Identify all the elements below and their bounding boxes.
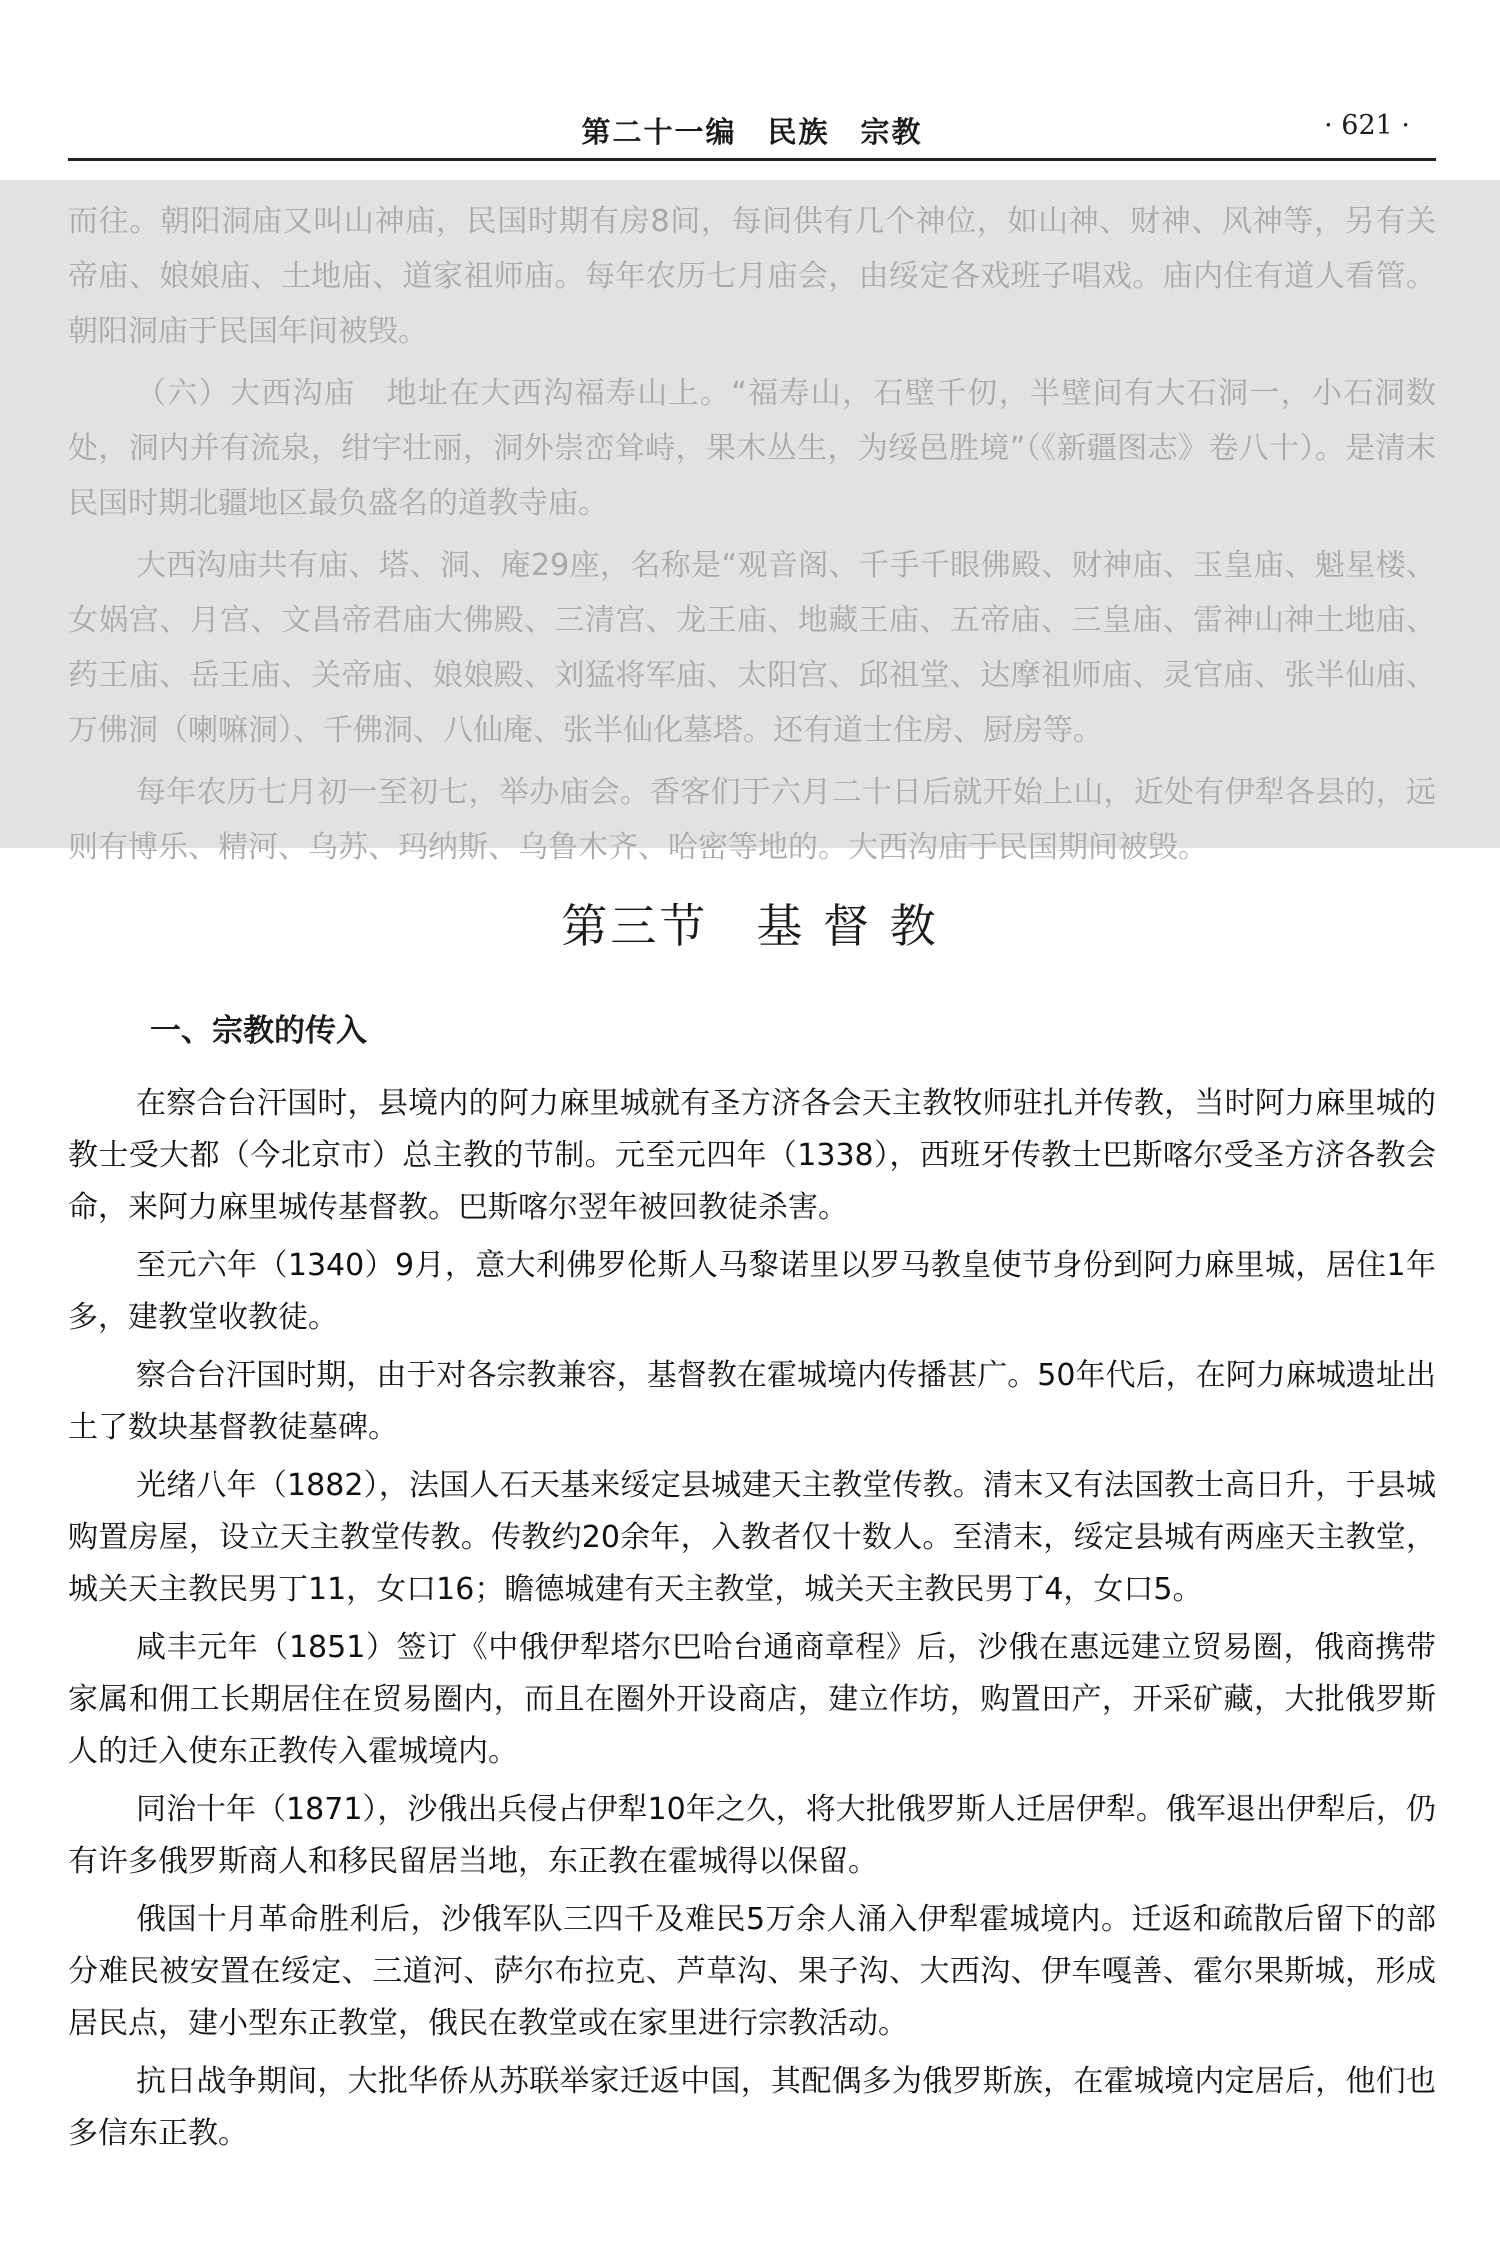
body-paragraph: 察合台汗国时期，由于对各宗教兼容，基督教在霍城境内传播甚广。50年代后，在阿力麻城遗址出土了数块基督教徒墓碑。 — [68, 1358, 1436, 1445]
page-header — [68, 108, 1436, 161]
body-paragraph: 光绪八年（1882），法国人石天基来绥定县城建天主教堂传教。清末又有法国教士高日升，于县城购置房屋，设立天主教堂传教。传教约20余年，入教者仅十数人。至清末，绥定县城有两座天主教堂，城关天主教民男丁11，女口16；瞻德城建有天主教堂，城关天主教民男丁4，女口5。 — [68, 1468, 1436, 1607]
section-title — [0, 890, 1500, 956]
section-number: 第三节 — [561, 899, 709, 953]
subheading: 一、宗教的传入 — [150, 1013, 367, 1049]
page-number: · 621 · — [1324, 110, 1410, 141]
prev-paragraph: 每年农历七月初一至初七，举办庙会。香客们于六月二十日后就开始上山，近处有伊犁各县的，远则有博乐、精河、乌苏、玛纳斯、乌鲁木齐、哈密等地的。大西沟庙于民国期间被毁。 — [68, 775, 1436, 865]
body-paragraph: 同治十年（1871），沙俄出兵侵占伊犁10年之久，将大批俄罗斯人迁居伊犁。俄军退出伊犁后，仍有许多俄罗斯商人和移民留居当地，东正教在霍城得以保留。 — [68, 1792, 1436, 1879]
section-body — [68, 1078, 1436, 2160]
previous-section-text — [68, 194, 1436, 875]
body-paragraph: 抗日战争期间，大批华侨从苏联举家迁返中国，其配偶多为俄罗斯族，在霍城境内定居后，他们也多信东正教。 — [68, 2064, 1436, 2151]
prev-paragraph: （六）大西沟庙 地址在大西沟福寿山上。“福寿山，石壁千仞，半壁间有大石洞一，小石洞数处，洞内并有流泉，绀宇壮丽，洞外崇峦耸峙，果木丛生，为绥邑胜境”（《新疆图志》卷八十）。是清末民国时期北疆地区最负盛名的道教寺庙。 — [68, 376, 1436, 521]
body-paragraph: 咸丰元年（1851）签订《中俄伊犁塔尔巴哈台通商章程》后，沙俄在惠远建立贸易圈，俄商携带家属和佣工长期居住在贸易圈内，而且在圈外开设商店，建立作坊，购置田产，开采矿藏，大批俄罗斯人的迁入使东正教传入霍城境内。 — [68, 1630, 1436, 1769]
body-paragraph: 至元六年（1340）9月，意大利佛罗伦斯人马黎诺里以罗马教皇使节身份到阿力麻里城，居住1年多，建教堂收教徒。 — [68, 1248, 1436, 1335]
running-title: 第二十一编 民族 宗教 — [581, 115, 923, 149]
section-name: 基 督 教 — [756, 899, 939, 953]
body-paragraph: 在察合台汗国时，县境内的阿力麻里城就有圣方济各会天主教牧师驻扎并传教，当时阿力麻里城的教士受大都（今北京市）总主教的节制。元至元四年（1338），西班牙传教士巴斯喀尔受圣方济各教会命，来阿力麻里城传基督教。巴斯喀尔翌年被回教徒杀害。 — [68, 1086, 1436, 1225]
body-paragraph: 俄国十月革命胜利后，沙俄军队三四千及难民5万余人涌入伊犁霍城境内。迁返和疏散后留下的部分难民被安置在绥定、三道河、萨尔布拉克、芦草沟、果子沟、大西沟、伊车嘎善、霍尔果斯城，形成居民点，建小型东正教堂，俄民在教堂或在家里进行宗教活动。 — [68, 1902, 1436, 2041]
prev-paragraph: 大西沟庙共有庙、塔、洞、庵29座，名称是“观音阁、千手千眼佛殿、财神庙、玉皇庙、魁星楼、女娲宫、月宫、文昌帝君庙大佛殿、三清宫、龙王庙、地藏王庙、五帝庙、三皇庙、雷神山神土地庙、药王庙、岳王庙、关帝庙、娘娘殿、刘猛将军庙、太阳宫、邱祖堂、达摩祖师庙、灵官庙、张半仙庙、万佛洞（喇嘛洞）、千佛洞、八仙庵、张半仙化墓塔。还有道士住房、厨房等。 — [68, 548, 1436, 748]
prev-paragraph: 而往。朝阳洞庙又叫山神庙，民国时期有房8间，每间供有几个神位，如山神、财神、风神等，另有关帝庙、娘娘庙、土地庙、道家祖师庙。每年农历七月庙会，由绥定各戏班子唱戏。庙内住有道人看管。朝阳洞庙于民国年间被毁。 — [68, 204, 1436, 349]
